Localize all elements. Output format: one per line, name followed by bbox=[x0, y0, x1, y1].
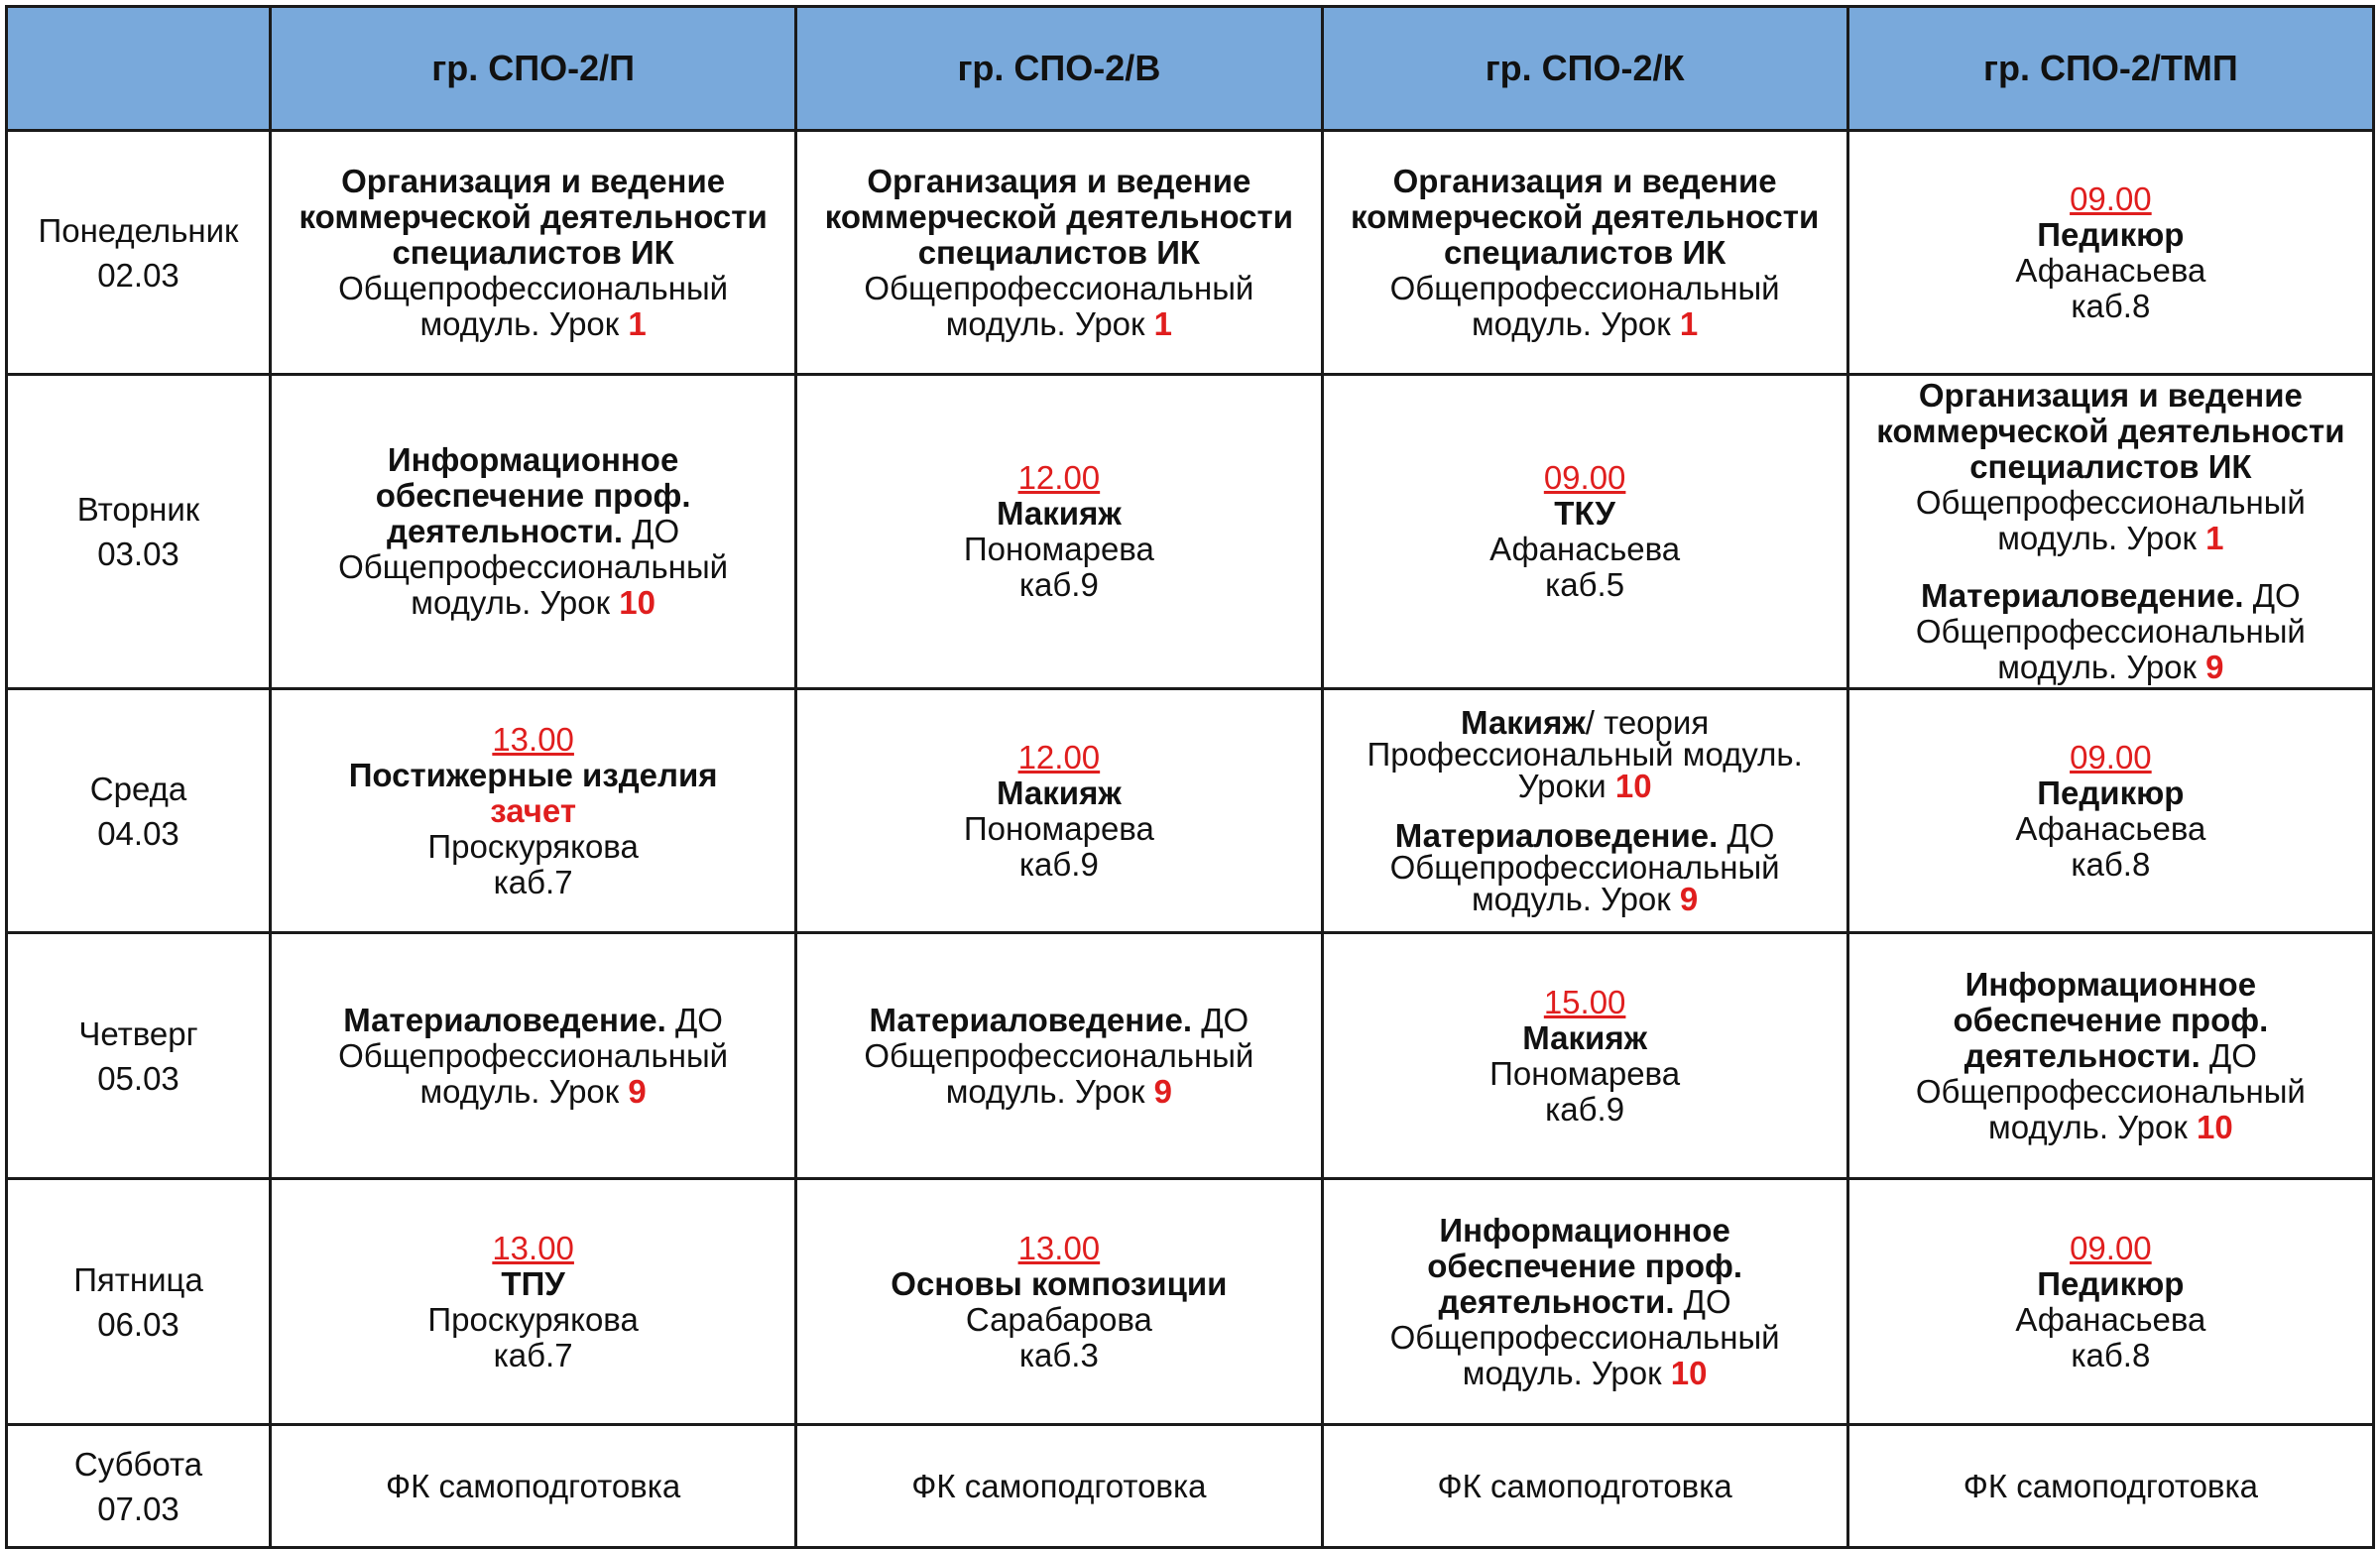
day-cell bbox=[7, 1179, 271, 1425]
lesson-number: 9 bbox=[628, 1072, 647, 1110]
module-line: Общепрофессиональный bbox=[1389, 848, 1780, 886]
day-date: 04.03 bbox=[97, 814, 179, 852]
day-cell bbox=[7, 375, 271, 689]
subject-name: ТПУ bbox=[501, 1264, 565, 1302]
lesson-label: модуль. Урок bbox=[1471, 880, 1680, 917]
lesson-label: модуль. Урок bbox=[1997, 649, 2206, 685]
lesson-number: 9 bbox=[2205, 649, 2224, 685]
subject-line: Информационное bbox=[1964, 965, 2257, 1003]
lesson-line bbox=[803, 306, 1314, 342]
teacher-name: Афанасьева bbox=[2015, 1300, 2206, 1338]
subject-name: Основы композиции bbox=[891, 1264, 1228, 1302]
teacher-name: Проскурякова bbox=[427, 1300, 639, 1338]
day-name: Вторник bbox=[76, 491, 200, 528]
lesson-line bbox=[278, 1074, 788, 1110]
lesson-cell bbox=[271, 131, 796, 375]
lesson-cell bbox=[271, 689, 796, 933]
day-date: 02.03 bbox=[97, 256, 179, 294]
lesson-label: модуль. Урок bbox=[1471, 304, 1680, 342]
lesson-cell bbox=[796, 689, 1322, 933]
subject-suffix: / теория bbox=[1585, 703, 1710, 741]
lesson-time: 09.00 bbox=[2070, 179, 2152, 217]
day-cell bbox=[7, 131, 271, 375]
room-number: каб.8 bbox=[2071, 845, 2151, 883]
subject-text: Материаловедение. bbox=[1921, 577, 2244, 614]
day-cell bbox=[7, 933, 271, 1179]
day-cell bbox=[7, 689, 271, 933]
day-row-monday bbox=[7, 131, 2374, 375]
lesson-line bbox=[1330, 1356, 1841, 1391]
self-study-cell: ФК самоподготовка bbox=[796, 1425, 1322, 1548]
subject-line bbox=[278, 514, 788, 549]
lesson-cell bbox=[1322, 933, 1847, 1179]
subject-text: деятельности. bbox=[1964, 1036, 2201, 1074]
lesson-time: 12.00 bbox=[1017, 738, 1101, 775]
self-study-cell: ФК самоподготовка bbox=[1847, 1425, 2373, 1548]
subject-line bbox=[803, 1003, 1314, 1038]
group-header-v: гр. СПО-2/В bbox=[796, 7, 1322, 131]
subject-name: ТКУ bbox=[1554, 495, 1615, 532]
lesson-number: 10 bbox=[1614, 767, 1652, 804]
lesson-cell bbox=[1847, 933, 2373, 1179]
subject-line: обеспечение проф. bbox=[1427, 1247, 1743, 1284]
subject-line: Организация и ведение bbox=[1392, 162, 1777, 199]
module-line: Общепрофессиональный bbox=[1915, 484, 2306, 521]
lesson-label: модуль. Урок bbox=[1997, 520, 2206, 556]
day-row-friday bbox=[7, 1179, 2374, 1425]
subject-line: коммерческой деятельности bbox=[298, 197, 768, 235]
distance-label: ДО bbox=[1192, 1001, 1250, 1038]
subject-line bbox=[1855, 1038, 2366, 1074]
lesson-line bbox=[278, 306, 788, 342]
lesson-number: 10 bbox=[2196, 1108, 2233, 1145]
lesson-number: 1 bbox=[1153, 304, 1173, 342]
day-name: Среда bbox=[89, 770, 187, 807]
distance-label: ДО bbox=[2243, 577, 2301, 614]
day-row-tuesday bbox=[7, 375, 2374, 689]
subject-text: деятельности. bbox=[387, 513, 623, 549]
subject-line: Организация и ведение bbox=[867, 162, 1251, 199]
lesson-label: модуль. Урок bbox=[419, 1072, 629, 1110]
lesson-line bbox=[278, 585, 788, 621]
room-number: каб.5 bbox=[1545, 566, 1625, 603]
module-line: Общепрофессиональный bbox=[1389, 269, 1780, 306]
module-line: Профессиональный модуль. bbox=[1367, 735, 1803, 773]
day-row-thursday bbox=[7, 933, 2374, 1179]
lesson-line bbox=[1330, 880, 1841, 917]
lesson-cell bbox=[796, 375, 1322, 689]
lesson-line bbox=[1855, 1110, 2366, 1145]
room-number: каб.7 bbox=[493, 1336, 573, 1373]
teacher-name: Проскурякова bbox=[427, 827, 639, 865]
day-cell bbox=[7, 1425, 271, 1548]
day-date: 07.03 bbox=[97, 1489, 179, 1527]
module-line: Общепрофессиональный bbox=[1915, 1072, 2306, 1110]
day-row-wednesday bbox=[7, 689, 2374, 933]
distance-label: ДО bbox=[665, 1001, 723, 1038]
teacher-name: Пономарева bbox=[963, 531, 1154, 567]
lesson-label: модуль. Урок bbox=[945, 304, 1154, 342]
module-line: Общепрофессиональный bbox=[1389, 1318, 1780, 1356]
subject-line: Организация и ведение bbox=[1918, 377, 2303, 414]
subject-line: обеспечение проф. bbox=[375, 477, 691, 514]
subject-name: Макияж bbox=[1522, 1018, 1647, 1056]
lesson-label: модуль. Урок bbox=[419, 304, 629, 342]
teacher-name: Пономарева bbox=[1489, 1054, 1681, 1092]
lesson-number: 1 bbox=[1679, 304, 1699, 342]
day-row-saturday bbox=[7, 1425, 2374, 1548]
lesson-time: 15.00 bbox=[1543, 983, 1626, 1020]
teacher-name: Пономарева bbox=[963, 809, 1154, 847]
day-name: Пятница bbox=[73, 1260, 203, 1298]
lesson-number: 9 bbox=[1679, 880, 1699, 917]
lesson-label: модуль. Урок bbox=[411, 584, 620, 621]
room-number: каб.9 bbox=[1018, 845, 1099, 883]
spacer bbox=[1855, 556, 2366, 578]
lesson-number: 9 bbox=[1153, 1072, 1173, 1110]
lesson-cell bbox=[796, 933, 1322, 1179]
subject-name: Педикюр bbox=[2037, 215, 2185, 253]
room-number: каб.3 bbox=[1018, 1336, 1099, 1373]
room-number: каб.7 bbox=[493, 863, 573, 900]
lesson-label: модуль. Урок bbox=[1988, 1108, 2197, 1145]
subject-line: специалистов ИК bbox=[392, 233, 674, 271]
day-date: 03.03 bbox=[97, 536, 179, 572]
distance-label: ДО bbox=[623, 513, 680, 549]
header-row bbox=[7, 7, 2374, 131]
self-study-cell: ФК самоподготовка bbox=[1322, 1425, 1847, 1548]
lesson-cell bbox=[1847, 689, 2373, 933]
day-date: 05.03 bbox=[97, 1059, 179, 1097]
subject-line bbox=[1330, 816, 1841, 854]
subject-text: деятельности. bbox=[1438, 1282, 1675, 1320]
teacher-name: Афанасьева bbox=[2015, 809, 2206, 847]
module-line: Общепрофессиональный bbox=[338, 269, 729, 306]
day-date: 06.03 bbox=[97, 1305, 179, 1343]
lesson-cell bbox=[1322, 1179, 1847, 1425]
lesson-cell bbox=[1322, 689, 1847, 933]
lesson-line bbox=[803, 1074, 1314, 1110]
lesson-line bbox=[1855, 521, 2366, 556]
distance-label: ДО bbox=[2200, 1036, 2257, 1074]
lesson-cell bbox=[1847, 131, 2373, 375]
group-header-tmp: гр. СПО-2/ТМП bbox=[1847, 7, 2373, 131]
subject-line bbox=[278, 1003, 788, 1038]
teacher-name: Афанасьева bbox=[1489, 531, 1681, 567]
subject-name: Педикюр bbox=[2037, 1264, 2185, 1302]
subject-line: коммерческой деятельности bbox=[1876, 413, 2345, 449]
group-header-k: гр. СПО-2/К bbox=[1322, 7, 1847, 131]
self-study-cell: ФК самоподготовка bbox=[271, 1425, 796, 1548]
schedule-table bbox=[5, 5, 2375, 1549]
lesson-cell bbox=[796, 1179, 1322, 1425]
module-line: Общепрофессиональный bbox=[1915, 613, 2306, 650]
lesson-time: 13.00 bbox=[1017, 1229, 1101, 1266]
module-line: Общепрофессиональный bbox=[864, 269, 1254, 306]
subject-text: Материаловедение. bbox=[1394, 816, 1719, 854]
lesson-cell bbox=[1847, 1179, 2373, 1425]
subject-name: Педикюр bbox=[2037, 774, 2185, 811]
lesson-time: 09.00 bbox=[2070, 1229, 2152, 1266]
distance-label: ДО bbox=[1674, 1282, 1731, 1320]
subject-line bbox=[1330, 1284, 1841, 1320]
lesson-cell bbox=[1322, 375, 1847, 689]
lesson-time: 12.00 bbox=[1017, 459, 1101, 496]
lesson-line bbox=[1330, 767, 1841, 804]
lesson-time: 09.00 bbox=[1543, 459, 1626, 496]
lesson-line bbox=[1855, 650, 2366, 685]
module-line: Общепрофессиональный bbox=[338, 548, 729, 585]
subject-line: Организация и ведение bbox=[341, 162, 726, 199]
exam-note: зачет bbox=[490, 791, 576, 829]
lesson-cell bbox=[1322, 131, 1847, 375]
subject-name: Постижерные изделия bbox=[348, 756, 718, 793]
subject-name: Макияж bbox=[997, 495, 1122, 532]
subject-line: коммерческой деятельности bbox=[824, 197, 1293, 235]
lesson-number: 1 bbox=[2205, 520, 2224, 556]
lesson-label: модуль. Урок bbox=[1462, 1354, 1671, 1391]
room-number: каб.8 bbox=[2071, 1336, 2151, 1373]
subject-text: Материаловедение. bbox=[869, 1001, 1193, 1038]
subject-line: специалистов ИК bbox=[1443, 233, 1726, 271]
subject-line: обеспечение проф. bbox=[1953, 1001, 2269, 1038]
lesson-cell bbox=[1847, 375, 2373, 689]
room-number: каб.9 bbox=[1018, 566, 1099, 603]
group-header-p: гр. СПО-2/П bbox=[271, 7, 796, 131]
lesson-time: 13.00 bbox=[492, 1229, 574, 1266]
lesson-time: 13.00 bbox=[492, 720, 574, 758]
subject-text: Материаловедение. bbox=[343, 1001, 666, 1038]
subject-name: Макияж bbox=[997, 774, 1122, 811]
subject-line: коммерческой деятельности bbox=[1351, 197, 1820, 235]
header-corner bbox=[7, 7, 271, 131]
lesson-label: модуль. Урок bbox=[945, 1072, 1154, 1110]
lesson-number: 10 bbox=[1670, 1354, 1708, 1391]
teacher-name: Сарабарова bbox=[965, 1300, 1152, 1338]
day-name: Понедельник bbox=[38, 211, 239, 249]
subject-line bbox=[1855, 578, 2366, 614]
lesson-time: 09.00 bbox=[2070, 738, 2152, 775]
subject-line: специалистов ИК bbox=[1969, 448, 2252, 485]
lesson-cell bbox=[271, 1179, 796, 1425]
lesson-cell bbox=[271, 375, 796, 689]
subject-line: Информационное bbox=[387, 441, 679, 478]
day-name: Суббота bbox=[73, 1445, 203, 1483]
subject-line: специалистов ИК bbox=[917, 233, 1201, 271]
subject-line bbox=[1330, 703, 1841, 741]
module-line: Общепрофессиональный bbox=[338, 1036, 729, 1074]
lesson-line bbox=[1330, 306, 1841, 342]
lesson-cell bbox=[271, 933, 796, 1179]
day-name: Четверг bbox=[78, 1014, 198, 1052]
lesson-cell bbox=[796, 131, 1322, 375]
distance-label: ДО bbox=[1718, 816, 1775, 854]
teacher-name: Афанасьева bbox=[2015, 251, 2206, 289]
room-number: каб.9 bbox=[1545, 1090, 1625, 1128]
subject-line: Информационное bbox=[1439, 1211, 1730, 1249]
lesson-label: Уроки bbox=[1517, 767, 1615, 804]
subject-text: Макияж bbox=[1461, 703, 1586, 741]
module-line: Общепрофессиональный bbox=[864, 1036, 1254, 1074]
room-number: каб.8 bbox=[2071, 287, 2151, 324]
lesson-number: 10 bbox=[619, 584, 655, 621]
lesson-number: 1 bbox=[628, 304, 647, 342]
